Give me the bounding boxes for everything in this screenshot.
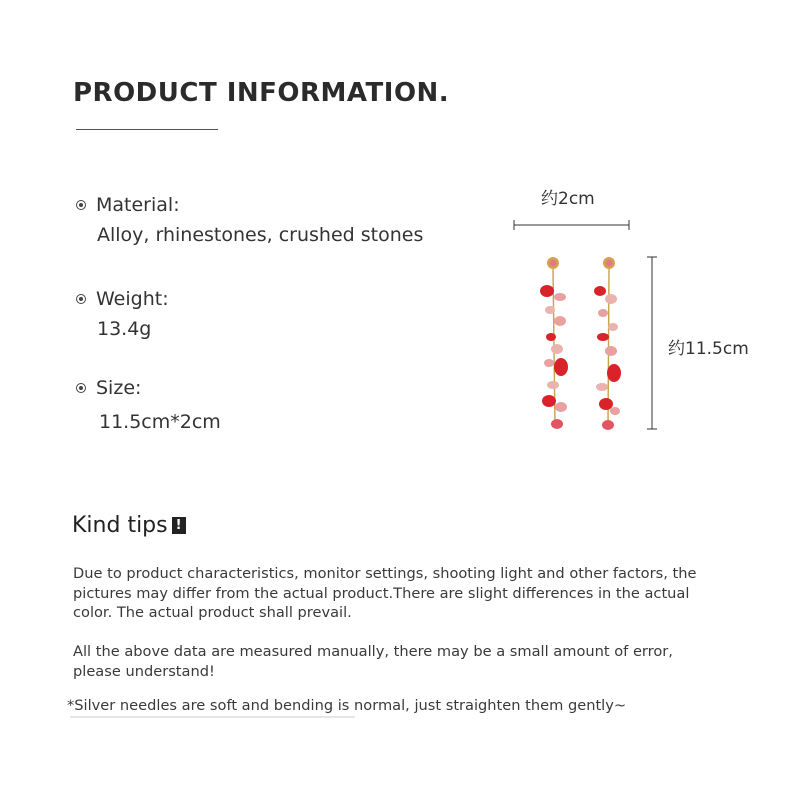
bullet-icon (76, 200, 86, 210)
left-earring (540, 257, 568, 429)
right-earring (594, 257, 621, 430)
silver-needle-note: *Silver needles are soft and bending is normal, just straighten them gently~ (67, 697, 627, 714)
bullet-icon (76, 294, 86, 304)
spec-label: Weight: (96, 288, 169, 310)
earring-product-image (505, 215, 665, 440)
page-title: PRODUCT INFORMATION. (73, 78, 450, 108)
height-dimension-line (647, 257, 657, 429)
measurement-paragraph: All the above data are measured manually, there may be a small amount of error, please understand! (73, 643, 673, 680)
spec-value: 11.5cm*2cm (99, 411, 221, 433)
spec-value: Alloy, rhinestones, crushed stones (97, 224, 424, 246)
spec-size (76, 377, 221, 433)
spec-label: Material: (96, 194, 180, 216)
note-highlight (70, 716, 355, 718)
height-dimension-label: 约11.5cm (668, 339, 749, 359)
bullet-icon (76, 383, 86, 393)
spec-label: Size: (96, 377, 142, 399)
disclaimer-paragraph: Due to product characteristics, monitor settings, shooting light and other factors, the pictures may differ from the actual product.There are slight differences in the actual color. The actual product shall prevail. (73, 565, 697, 621)
warning-icon: ! (172, 517, 186, 534)
spec-material (76, 194, 423, 246)
kind-tips-heading (72, 513, 186, 538)
spec-value: 13.4g (97, 318, 152, 340)
kind-tips-label: Kind tips (72, 513, 168, 538)
width-dimension-line (514, 220, 629, 230)
spec-weight (76, 288, 169, 340)
width-dimension-label: 约2cm (541, 189, 595, 209)
title-divider (76, 129, 218, 130)
